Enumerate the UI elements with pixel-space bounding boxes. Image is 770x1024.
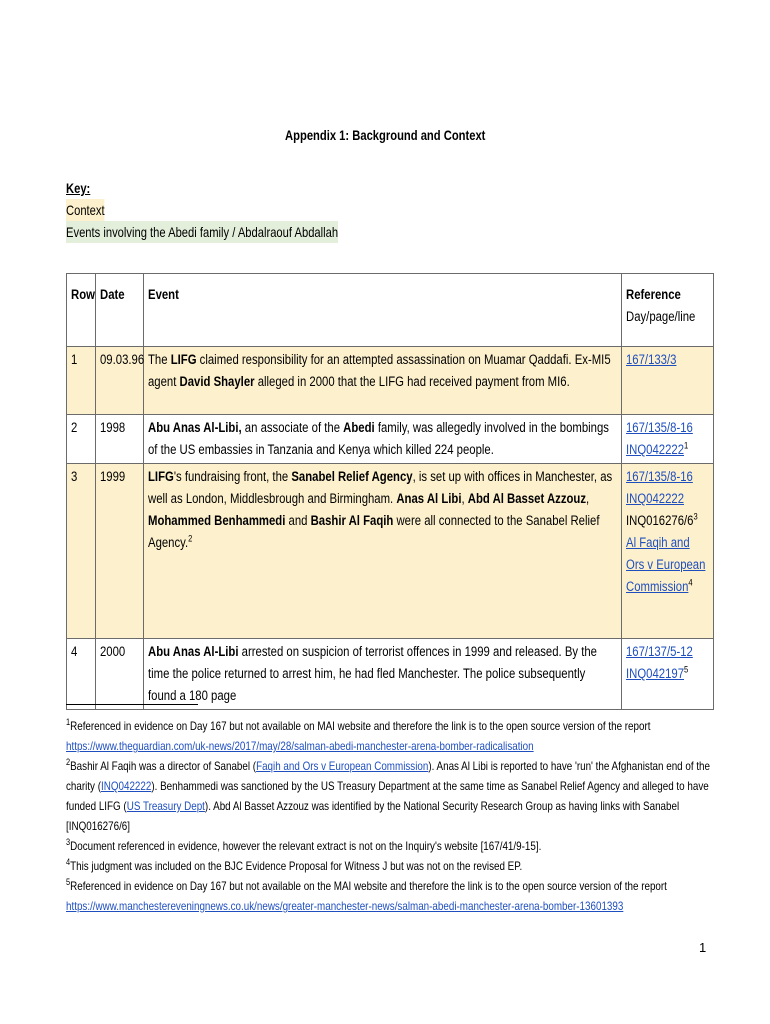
footnote-number: 2	[66, 757, 71, 767]
row-reference	[622, 639, 714, 710]
reference-link[interactable]: INQ042222	[626, 442, 685, 457]
timeline-table	[66, 273, 714, 710]
event-text: ,	[461, 491, 468, 506]
key-abedi: Events involving the Abedi family / Abdalraouf Abdallah	[66, 221, 338, 243]
key-label: Key:	[66, 180, 91, 196]
table-row	[67, 464, 714, 639]
event-text: , is set up with offices in Manchester, as well as London, Middlesbrough and Birmingham.	[148, 469, 613, 506]
event-bold-text: LIFG	[170, 352, 197, 367]
row-date: 1998	[95, 415, 144, 464]
footnote	[66, 876, 726, 916]
footnote-marker: 1	[684, 440, 689, 451]
event-bold-text: Abu Anas Al-Libi,	[148, 420, 242, 435]
row-reference	[622, 464, 714, 639]
header-date: Date	[95, 274, 144, 347]
footnote-link[interactable]: Faqih and Ors v European Commission	[256, 759, 429, 773]
key-legend	[66, 177, 406, 243]
header-row: Row	[67, 274, 96, 347]
row-date: 2000	[95, 639, 144, 710]
reference-link[interactable]: 167/135/8-16	[626, 420, 693, 435]
event-bold-text: Abd Al Basset Azzouz	[467, 491, 587, 506]
event-bold-text: Anas Al Libi	[396, 491, 462, 506]
footnote-text: ). Anas Al Libi is reported to have 'run' the Afghanistan end of the charity (	[66, 759, 711, 793]
table-row	[67, 347, 714, 415]
footnote-text: Referenced in evidence on Day 167 but not available on MAI website and therefore the link is to the open source version of the report	[70, 719, 651, 733]
event-bold-text: Bashir Al Faqih	[310, 513, 394, 528]
footnote	[66, 836, 726, 856]
footnote-text: Document referenced in evidence, however the relevant extract is not on the Inquiry's website [167/41/9-15].	[70, 839, 542, 853]
row-event	[144, 464, 622, 639]
footnote-separator	[66, 704, 198, 705]
reference-link[interactable]: INQ042222	[626, 491, 685, 506]
footnote-number: 3	[66, 837, 71, 847]
event-bold-text: LIFG	[148, 469, 174, 484]
footnote-link[interactable]: INQ042222	[101, 779, 152, 793]
footnote-link[interactable]: https://www.theguardian.com/uk-news/2017/may/28/salman-abedi-manchester-arena-bomber-radicalisation	[66, 739, 534, 753]
footnote-link[interactable]: https://www.manchestereveningnews.co.uk/news/greater-manchester-news/salman-abedi-manchester-arena-bomber-13601393	[66, 899, 624, 913]
reference-link[interactable]: 167/133/3	[626, 352, 677, 367]
event-bold-text: Abedi	[343, 420, 375, 435]
row-number: 1	[67, 347, 96, 415]
footnote	[66, 756, 726, 836]
page-title: Appendix 1: Background and Context	[284, 127, 486, 143]
header-reference: Reference Day/page/line	[622, 274, 714, 347]
row-reference	[622, 347, 714, 415]
footnote-marker: 2	[188, 533, 193, 544]
row-date: 09.03.96	[95, 347, 144, 415]
row-reference	[622, 415, 714, 464]
event-text: arrested on suspicion of terrorist offences in 1999 and released. By the time the police returned to arrest him, he had fled Manchester. The police subsequently found a 180 page	[148, 644, 598, 703]
event-text: claimed responsibility for an attempted assassination on Muamar Qaddafi. Ex-MI5 agent	[148, 352, 611, 389]
event-text: alleged in 2000 that the LIFG had received payment from MI6.	[254, 374, 570, 389]
reference-link[interactable]: 167/137/5-12	[626, 644, 693, 659]
event-text: and	[285, 513, 311, 528]
footnote-number: 4	[66, 857, 71, 867]
row-number: 2	[67, 415, 96, 464]
footnote	[66, 856, 726, 876]
event-bold-text: Abu Anas Al-Libi	[148, 644, 239, 659]
row-number: 4	[67, 639, 96, 710]
row-date: 1999	[95, 464, 144, 639]
row-event	[144, 347, 622, 415]
event-text: were all connected to the Sanabel Relief Agency.	[148, 513, 600, 550]
event-bold-text: Mohammed Benhammedi	[148, 513, 286, 528]
reference-link[interactable]: Al Faqih and Ors v European Commission	[626, 535, 706, 594]
event-text: 's fundraising front, the	[173, 469, 292, 484]
row-event	[144, 639, 622, 710]
page-number: 1	[699, 940, 707, 955]
row-event	[144, 415, 622, 464]
footnote-number: 5	[66, 877, 71, 887]
row-number: 3	[67, 464, 96, 639]
footnote-number: 1	[66, 717, 71, 727]
table-header-row	[67, 274, 714, 347]
event-text: an associate of the	[241, 420, 344, 435]
reference-text: INQ016276/6	[626, 513, 694, 528]
header-event: Event	[144, 274, 622, 347]
event-bold-text: David Shayler	[179, 374, 255, 389]
reference-link[interactable]: 167/135/8-16	[626, 469, 693, 484]
event-text: ,	[586, 491, 590, 506]
table-row	[67, 639, 714, 710]
footnote-link[interactable]: US Treasury Dept	[126, 799, 205, 813]
event-text: The	[148, 352, 171, 367]
footnote-marker: 5	[684, 664, 689, 675]
footnote-text: ). Benhammedi was sanctioned by the US Treasury Department at the same time as Sanabel Relief Agency and alleged to have funded LIFG (	[66, 779, 709, 813]
footnote-marker: 3	[693, 511, 698, 522]
footnote-text: Bashir Al Faqih was a director of Sanabel (	[70, 759, 257, 773]
reference-link[interactable]: INQ042197	[626, 666, 685, 681]
event-bold-text: Sanabel Relief Agency	[291, 469, 413, 484]
footnote-text: ). Abd Al Basset Azzouz was identified by the National Security Research Group as having links with Sanabel [INQ016276/6]	[66, 799, 680, 833]
table-body	[67, 347, 714, 710]
footnotes	[66, 716, 726, 916]
key-context: Context	[66, 199, 105, 221]
footnote-text: This judgment was included on the BJC Evidence Proposal for Witness J but was not on the revised EP.	[70, 859, 523, 873]
footnote-marker: 4	[688, 577, 693, 588]
footnote	[66, 716, 726, 756]
event-text: family, was allegedly involved in the bombings of the US embassies in Tanzania and Kenya which killed 224 people.	[148, 420, 610, 457]
table-row	[67, 415, 714, 464]
footnote-text: Referenced in evidence on Day 167 but not available on the MAI website and therefore the link is to the open source version of the report	[70, 879, 667, 893]
